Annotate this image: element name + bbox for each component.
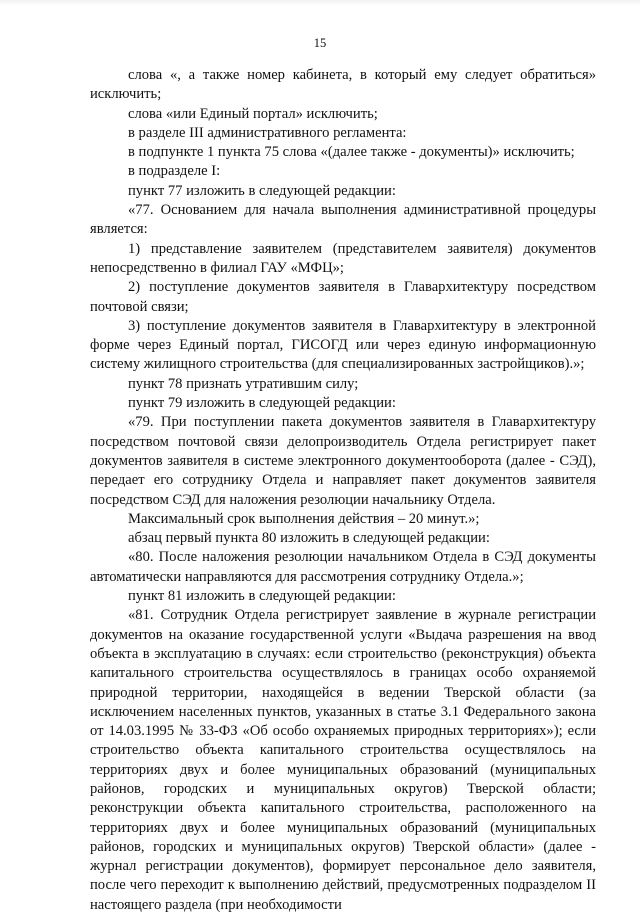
paragraph: «79. При поступлении пакета документов заявителя в Главархитектуру посредством почтовой связи делопроизводитель Отдела регистрирует пакет документов заявителя в системе электронного документооборота (далее - СЭД), передает его сотруднику Отдела и направляет пакет документов заявителя посредством СЭД для наложения резолюции начальнику Отдела.: [90, 414, 596, 508]
paragraph: 3) поступление документов заявителя в Главархитектуру в электронной форме через Единый портал, ГИСОГД или через единую информационную систему жилищного строительства (для специализированных застройщиков).»;: [90, 317, 596, 373]
paragraph: слова «или Единый портал» исключить;: [128, 105, 378, 122]
paragraph: «81. Сотрудник Отдела регистрирует заявление в журнале регистрации документов на оказание государственной услуги «Выдача разрешения на ввод объекта в эксплуатацию в случаях: если строительство (реконструкция) объекта капитального строительства осуществлялось в границах особо охраняемой природной территории, находящейся в ведении Тверской области (за исключением населенных пунктов, указанных в статье 3.1 Федерального закона от 14.03.1995 № 33-ФЗ «Об особо охраняемых природных территориях»); если строительство объекта капитального строительства осуществлялось на территориях двух и более муниципальных образований (муниципальных районов, городских и муниципальных округов) Тверской области; реконструкции объекта капитального строительства, расположенного на территориях двух и более муниципальных образований (муниципальных районов, городских и муниципальных округов) Тверской области» (далее - журнал регистрации документов), формирует персональное дело заявителя, после чего переходит к выполнению действий, предусмотренных подразделом II настоящего раздела (при необходимости: [90, 607, 596, 913]
paragraph: пункт 81 изложить в следующей редакции:: [128, 588, 396, 605]
paragraph: абзац первый пункта 80 изложить в следующей редакции:: [128, 530, 490, 547]
paragraph: пункт 77 изложить в следующей редакции:: [128, 182, 396, 199]
paragraph: в подразделе I:: [128, 163, 221, 180]
paragraph: 1) представление заявителем (представителем заявителя) документов непосредственно в филиал ГАУ «МФЦ»;: [90, 240, 596, 276]
paragraph: 2) поступление документов заявителя в Главархитектуру посредством почтовой связи;: [90, 279, 596, 315]
paragraph: в разделе III административного регламента:: [128, 124, 407, 141]
paragraph: «80. После наложения резолюции начальником Отдела в СЭД документы автоматически направляются для рассмотрения сотруднику Отдела.»;: [90, 549, 596, 585]
paragraph: Максимальный срок выполнения действия – 20 минут.»;: [128, 510, 480, 527]
page-number: 15: [313, 36, 327, 50]
paragraph: пункт 78 признать утратившим силу;: [128, 375, 359, 392]
paragraph: в подпункте 1 пункта 75 слова «(далее также - документы)» исключить;: [128, 144, 575, 161]
paragraph: пункт 79 изложить в следующей редакции:: [128, 395, 396, 412]
paragraph: слова «, а также номер кабинета, в который ему следует обратиться» исключить;: [90, 67, 596, 103]
document-body: [90, 66, 596, 915]
paragraph: «77. Основанием для начала выполнения административной процедуры является:: [90, 202, 596, 238]
scan-edge: [0, 0, 640, 6]
